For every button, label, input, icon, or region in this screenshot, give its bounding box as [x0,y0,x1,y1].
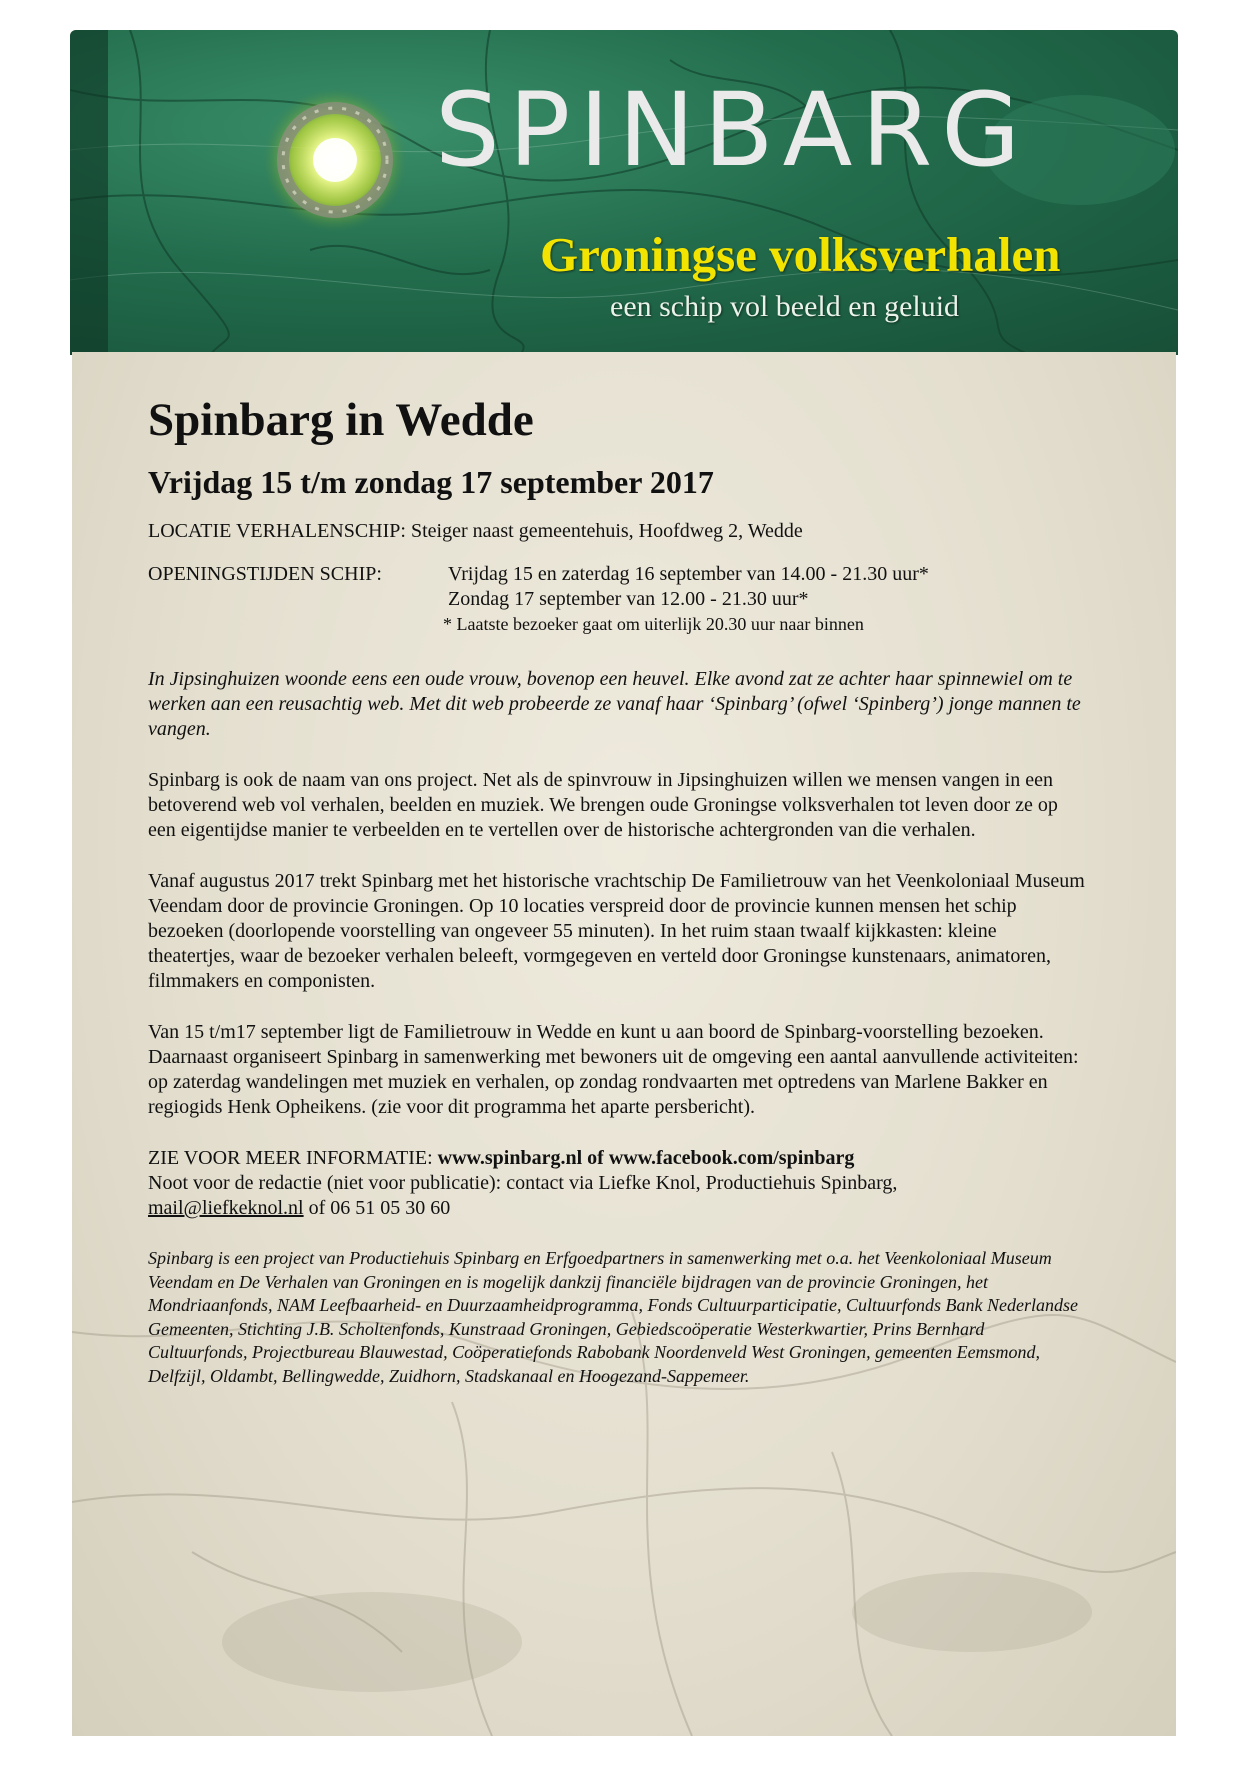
phone-number: of 06 51 05 30 60 [308,1197,451,1220]
header-tagline: een schip vol beeld en geluid [610,290,960,323]
paragraph-project: Spinbarg is ook de naam van ons project. Net als de spinvrouw in Jipsinghuizen willen we mensen vangen in een betoverend web vol verhalen, beelden en muziek. We brengen oude Groningse volksverhalen tot leven door ze op een eigentijdse manier te verbeelden en te vertellen over de historische achtergronden van die verhalen. [148,769,1058,842]
opening-hours-line-1: Vrijdag 15 en zaterdag 16 september van 14.00 - 21.30 uur* [448,563,929,586]
paragraph-wedde: Van 15 t/m17 september ligt de Familietrouw in Wedde en kunt u aan boord de Spinbarg-voorstelling bezoeken. Daarnaast organiseert Spinbarg in samenwerking met bewoners uit de omgeving een aantal aanvullende activiteiten: op zaterdag wandelingen met muziek en verhalen, op zondag rondvaarten met optredens van Marlene Bakker en regiogids Henk Opheikens. (zie voor dit programma het aparte persbericht). [148,1021,1079,1119]
editor-note: Noot voor de redactie (niet voor publicatie): contact via Liefke Knol, Productiehuis Spinbarg, [148,1172,898,1195]
opening-hours [148,562,1088,637]
brand-logo-text: SPINBARG [435,71,1030,190]
facebook-link[interactable]: www.facebook.com/spinbarg [608,1147,855,1170]
opening-hours-note: * Laatste bezoeker gaat om uiterlijk 20.30 uur naar binnen [443,614,864,635]
porthole-light-icon [260,85,410,235]
location-line: LOCATIE VERHALENSCHIP: Steiger naast gemeentehuis, Hoofdweg 2, Wedde [148,520,803,543]
paragraph-ship: Vanaf augustus 2017 trekt Spinbarg met het historische vrachtschip De Familietrouw van het Veenkoloniaal Museum Veendam door de provincie Groningen. Op 10 locaties verspreid door de provincie kunnen mensen het schip bezoeken (doorlopende voorstelling van ongeveer 55 minuten). In het ruim staan twaalf kijkkasten: kleine theatertjes, waar de bezoeker verhalen beleeft, vormgegeven en verteld door Groningse kunstenaars, animatoren, filmmakers en componisten. [148,870,1085,993]
header-subtitle: Groningse volksverhalen [540,227,1061,282]
press-release-content [148,393,1088,1388]
credits-sponsors: Spinbarg is een project van Productiehuis Spinbarg en Erfgoedpartners in samenwerking met o.a. het Veenkoloniaal Museum Veendam en De Verhalen van Groningen en is mogelijk dankzij financiële bijdragen van de provincie Groningen, het Mondriaanfonds, NAM Leefbaarheid- en Duurzaamheidprogramma, Fonds Cultuurparticipatie, Cultuurfonds Bank Nederlandse Gemeenten, Stichting J.B. Scholtenfonds, Kunstraad Groningen, Gebiedscoöperatie Westerkwartier, Prins Bernhard Cultuurfonds, Projectbureau Blauwestad, Coöperatiefonds Rabobank Noordenveld West Groningen, gemeenten Eemsmond, Delfzijl, Oldambt, Bellingwedde, Zuidhorn, Stadskanaal en Hoogezand-Sappemeer. [148,1248,1078,1386]
opening-hours-line-2: Zondag 17 september van 12.00 - 21.30 uur* [448,588,809,611]
more-info [148,1146,1088,1221]
more-info-or: of [587,1147,604,1170]
intro-story: In Jipsinghuizen woonde eens een oude vrouw, bovenop een heuvel. Elke avond zat ze achter haar spinnewiel om te werken aan een reusachtig web. Met dit web probeerde ze vanaf haar ‘Spinbarg’ (ofwel ‘Spinberg’) jonge mannen te vangen. [148,668,1081,741]
more-info-label: ZIE VOOR MEER INFORMATIE: [148,1147,433,1170]
email-link[interactable]: mail@liefkeknol.nl [148,1197,304,1220]
event-date: Vrijdag 15 t/m zondag 17 september 2017 [148,464,714,501]
page-title: Spinbarg in Wedde [148,394,534,446]
header-banner [70,30,1178,355]
opening-hours-label: OPENINGSTIJDEN SCHIP: [148,563,382,586]
website-link[interactable]: www.spinbarg.nl [437,1147,583,1170]
